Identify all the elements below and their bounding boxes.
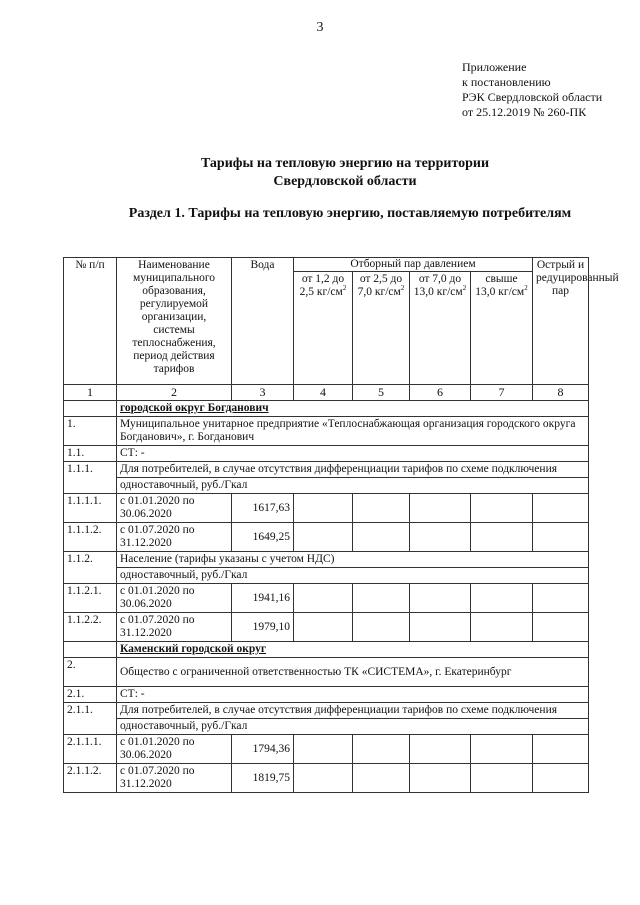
column-number: 8 <box>533 385 589 401</box>
water-tariff: 1819,75 <box>232 764 294 793</box>
table-row <box>64 523 589 552</box>
appendix-block <box>462 60 602 120</box>
table-row <box>64 613 589 642</box>
table-row <box>64 687 589 703</box>
region-name: Каменский городской округ <box>117 642 589 658</box>
row-number: 2. <box>64 658 117 687</box>
tariff-period: с 01.01.2020 по 30.06.2020 <box>117 494 232 523</box>
row-number: 1.1.2.2. <box>64 613 117 642</box>
title-line-2: Свердловской области <box>273 174 417 189</box>
column-number-row <box>64 385 589 401</box>
row-number: 1.1.1.1. <box>64 494 117 523</box>
column-number: 3 <box>232 385 294 401</box>
header-steam-3: от 7,0 до 13,0 $кг/см^2$ <box>410 272 471 385</box>
column-number: 6 <box>410 385 471 401</box>
tariff-table <box>63 257 619 793</box>
appendix-line: от 25.12.2019 № 260-ПК <box>462 105 587 119</box>
row-number: 2.1.1.1. <box>64 735 117 764</box>
tariff-period: с 01.07.2020 по 31.12.2020 <box>117 764 232 793</box>
table-row <box>64 401 589 417</box>
table-row <box>64 703 589 719</box>
table-row <box>64 642 589 658</box>
header-steam-group: Отборный пар давлением <box>294 258 533 272</box>
column-number: 2 <box>117 385 232 401</box>
appendix-line: РЭК Свердловской области <box>462 90 603 104</box>
consumer-group: Для потребителей, в случае отсутствия дифференциации тарифов по схеме подключения <box>117 462 589 478</box>
header-steam-2: от 2,5 до 7,0 $кг/см^2$ <box>353 272 410 385</box>
table-row <box>64 719 589 735</box>
tariff-period: с 01.07.2020 по 31.12.2020 <box>117 613 232 642</box>
section-title: Раздел 1. Тарифы на тепловую энергию, поставляемую потребителям <box>128 206 572 221</box>
row-number: 1.1.2. <box>64 552 117 584</box>
consumer-group: Население (тарифы указаны с учетом НДС) <box>117 552 589 568</box>
header-steam-4: свыше 13,0 $кг/см^2$ <box>471 272 533 385</box>
title-line-1: Тарифы на тепловую энергию на территории <box>200 156 490 171</box>
appendix-line: к постановлению <box>462 75 551 89</box>
row-number: 1.1.1.2. <box>64 523 117 552</box>
water-tariff: 1979,10 <box>232 613 294 642</box>
organization-name: Общество с ограниченной ответственностью ТК «СИСТЕМА», г. Екатеринбург <box>117 658 589 687</box>
water-tariff: 1794,36 <box>232 735 294 764</box>
row-number: 1. <box>64 417 117 446</box>
tariff-period: с 01.07.2020 по 31.12.2020 <box>117 523 232 552</box>
row-number: 1.1. <box>64 446 117 462</box>
header-row <box>64 258 589 272</box>
table-row <box>64 462 589 478</box>
table-row <box>64 735 589 764</box>
table-row <box>64 568 589 584</box>
water-tariff: 1649,25 <box>232 523 294 552</box>
header-steam-1: от 1,2 до 2,5 $кг/см^2$ <box>294 272 353 385</box>
table-row <box>64 658 589 687</box>
tariff-type: одноставочный, руб./Гкал <box>117 719 589 735</box>
consumer-group: Для потребителей, в случае отсутствия дифференциации тарифов по схеме подключения <box>117 703 589 719</box>
table-row <box>64 552 589 568</box>
row-number: 1.1.1. <box>64 462 117 494</box>
water-tariff: 1941,16 <box>232 584 294 613</box>
table-row <box>64 417 589 446</box>
heat-system-label: СТ: - <box>117 446 589 462</box>
column-number: 5 <box>353 385 410 401</box>
heat-system-label: СТ: - <box>117 687 589 703</box>
column-number: 7 <box>471 385 533 401</box>
header-num: № п/п <box>64 258 117 385</box>
page-number: 3 <box>316 20 324 35</box>
organization-name: Муниципальное унитарное предприятие «Теплоснабжающая организация городского округа Богданович», г. Богданович <box>117 417 589 446</box>
tariff-period: с 01.01.2020 по 30.06.2020 <box>117 735 232 764</box>
header-water: Вода <box>232 258 294 385</box>
document-title <box>0 155 640 191</box>
column-number: 1 <box>64 385 117 401</box>
region-name: городской округ Богданович <box>117 401 589 417</box>
table-row <box>64 446 589 462</box>
tariff-type: одноставочный, руб./Гкал <box>117 568 589 584</box>
table-row <box>64 478 589 494</box>
tariff-period: с 01.01.2020 по 30.06.2020 <box>117 584 232 613</box>
appendix-line: Приложение <box>462 60 527 74</box>
row-number: 1.1.2.1. <box>64 584 117 613</box>
column-number: 4 <box>294 385 353 401</box>
header-name: Наименование муниципального образования, регулируемой организации, системы теплоснабжения, период действия тарифов <box>117 258 232 385</box>
tariff-type: одноставочный, руб./Гкал <box>117 478 589 494</box>
water-tariff: 1617,63 <box>232 494 294 523</box>
row-number: 2.1.1.2. <box>64 764 117 793</box>
row-number: 2.1.1. <box>64 703 117 735</box>
row-number: 2.1. <box>64 687 117 703</box>
table-row <box>64 764 589 793</box>
table-row <box>64 584 589 613</box>
table-row <box>64 494 589 523</box>
header-sharp-steam: Острый и редуцированный пар <box>533 258 589 385</box>
